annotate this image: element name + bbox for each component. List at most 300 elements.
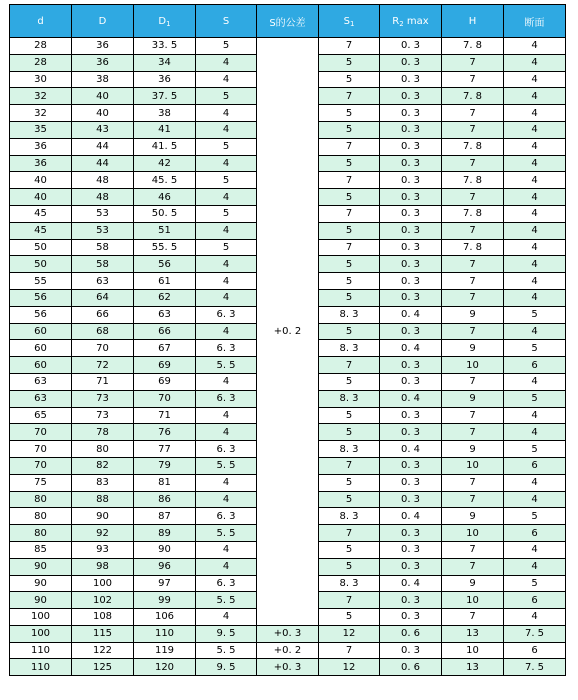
cell-D: 48: [72, 189, 134, 206]
cell-section: 4: [504, 491, 566, 508]
cell-D: 73: [72, 407, 134, 424]
cell-section: 7. 5: [504, 659, 566, 676]
cell-H: 10: [442, 457, 504, 474]
cell-R2-max: 0. 3: [380, 205, 442, 222]
header-label: H: [468, 15, 477, 27]
header-section: [504, 5, 566, 38]
cell-R2-max: 0. 3: [380, 642, 442, 659]
cell-H: 9: [442, 575, 504, 592]
cell-H: 7: [442, 373, 504, 390]
cell-S: 4: [196, 155, 257, 172]
cell-R2-max: 0. 3: [380, 71, 442, 88]
cell-d: 32: [10, 105, 72, 122]
cell-S: 4: [196, 323, 257, 340]
cell-d: 100: [10, 625, 72, 642]
cell-D1: 120: [134, 659, 196, 676]
cell-D1: 45. 5: [134, 172, 196, 189]
cell-section: 6: [504, 525, 566, 542]
cell-S: 4: [196, 474, 257, 491]
cell-section: 4: [504, 54, 566, 71]
cell-section: 4: [504, 105, 566, 122]
cell-section: 4: [504, 172, 566, 189]
cell-d: 75: [10, 474, 72, 491]
cell-section: 5: [504, 390, 566, 407]
cell-S1: 7: [319, 357, 380, 374]
cell-S1: 7: [319, 457, 380, 474]
cell-S: 5. 5: [196, 592, 257, 609]
cell-D: 44: [72, 138, 134, 155]
cell-D1: 81: [134, 474, 196, 491]
cell-section: 4: [504, 289, 566, 306]
cell-section: 5: [504, 508, 566, 525]
cell-d: 35: [10, 121, 72, 138]
cell-H: 9: [442, 306, 504, 323]
cell-R2-max: 0. 4: [380, 575, 442, 592]
cell-D1: 70: [134, 390, 196, 407]
header-subscript: 1: [349, 19, 355, 28]
cell-D: 83: [72, 474, 134, 491]
cell-R2-max: 0. 3: [380, 357, 442, 374]
cell-D: 58: [72, 256, 134, 273]
cell-section: 4: [504, 205, 566, 222]
cell-S: 4: [196, 256, 257, 273]
cell-D: 48: [72, 172, 134, 189]
cell-R2-max: 0. 3: [380, 105, 442, 122]
cell-R2-max: 0. 3: [380, 189, 442, 206]
cell-section: 4: [504, 138, 566, 155]
cell-R2-max: 0. 3: [380, 323, 442, 340]
cell-D1: 34: [134, 54, 196, 71]
cell-H: 7: [442, 222, 504, 239]
cell-H: 9: [442, 340, 504, 357]
cell-R2-max: 0. 3: [380, 138, 442, 155]
cell-section: 7. 5: [504, 625, 566, 642]
cell-D: 102: [72, 592, 134, 609]
cell-H: 7. 8: [442, 205, 504, 222]
cell-S1: 8. 3: [319, 306, 380, 323]
cell-H: 13: [442, 625, 504, 642]
cell-S1: 5: [319, 424, 380, 441]
cell-D: 53: [72, 222, 134, 239]
cell-S: 4: [196, 491, 257, 508]
header-S-tolerance: [257, 5, 319, 38]
cell-R2-max: 0. 3: [380, 38, 442, 55]
cell-D1: 71: [134, 407, 196, 424]
cell-S: 5: [196, 172, 257, 189]
cell-H: 7. 8: [442, 88, 504, 105]
cell-D1: 41. 5: [134, 138, 196, 155]
cell-D: 115: [72, 625, 134, 642]
cell-D: 125: [72, 659, 134, 676]
cell-D: 43: [72, 121, 134, 138]
cell-H: 7: [442, 609, 504, 626]
cell-section: 4: [504, 424, 566, 441]
cell-D: 72: [72, 357, 134, 374]
cell-H: 7: [442, 121, 504, 138]
cell-S: 9. 5: [196, 659, 257, 676]
header-label: S: [222, 15, 230, 27]
cell-H: 7: [442, 424, 504, 441]
cell-S: 4: [196, 189, 257, 206]
cell-R2-max: 0. 3: [380, 424, 442, 441]
cell-D: 108: [72, 609, 134, 626]
cell-S1: 5: [319, 189, 380, 206]
cell-R2-max: 0. 3: [380, 592, 442, 609]
cell-D: 73: [72, 390, 134, 407]
cell-D1: 37. 5: [134, 88, 196, 105]
cell-d: 90: [10, 575, 72, 592]
cell-section: 5: [504, 306, 566, 323]
cell-section: 5: [504, 575, 566, 592]
cell-D1: 61: [134, 273, 196, 290]
cell-S1: 7: [319, 642, 380, 659]
cell-D1: 106: [134, 609, 196, 626]
table-header: [10, 5, 566, 38]
cell-S1: 7: [319, 172, 380, 189]
cell-d: 80: [10, 508, 72, 525]
cell-R2-max: 0. 3: [380, 373, 442, 390]
cell-S: 6. 3: [196, 306, 257, 323]
cell-D: 88: [72, 491, 134, 508]
cell-S: 5. 5: [196, 457, 257, 474]
header-S1: [319, 5, 380, 38]
cell-D: 40: [72, 105, 134, 122]
cell-S: 6. 3: [196, 508, 257, 525]
cell-R2-max: 0. 3: [380, 222, 442, 239]
cell-D: 100: [72, 575, 134, 592]
header-H: [442, 5, 504, 38]
cell-D1: 41: [134, 121, 196, 138]
cell-section: 5: [504, 340, 566, 357]
cell-d: 80: [10, 491, 72, 508]
cell-S: 6. 3: [196, 390, 257, 407]
cell-D: 68: [72, 323, 134, 340]
cell-D1: 63: [134, 306, 196, 323]
cell-section: 4: [504, 71, 566, 88]
cell-R2-max: 0. 3: [380, 609, 442, 626]
cell-d: 45: [10, 222, 72, 239]
cell-S1: 5: [319, 609, 380, 626]
cell-H: 7: [442, 474, 504, 491]
cell-S1: 7: [319, 138, 380, 155]
cell-section: 4: [504, 273, 566, 290]
cell-R2-max: 0. 3: [380, 474, 442, 491]
cell-S-tolerance: +0. 3: [257, 659, 319, 676]
cell-H: 13: [442, 659, 504, 676]
header-label: D: [158, 15, 167, 27]
cell-d: 50: [10, 256, 72, 273]
cell-section: 5: [504, 441, 566, 458]
cell-D: 92: [72, 525, 134, 542]
cell-d: 56: [10, 306, 72, 323]
cell-S1: 5: [319, 373, 380, 390]
header-subscript: 2: [399, 19, 404, 28]
cell-H: 7: [442, 289, 504, 306]
cell-S1: 7: [319, 592, 380, 609]
cell-S: 4: [196, 609, 257, 626]
cell-R2-max: 0. 4: [380, 390, 442, 407]
cell-D1: 96: [134, 558, 196, 575]
cell-D: 98: [72, 558, 134, 575]
cell-section: 4: [504, 155, 566, 172]
cell-D1: 50. 5: [134, 205, 196, 222]
cell-R2-max: 0. 4: [380, 508, 442, 525]
cell-H: 10: [442, 592, 504, 609]
cell-d: 63: [10, 390, 72, 407]
cell-section: 4: [504, 121, 566, 138]
cell-S1: 5: [319, 273, 380, 290]
cell-section: 6: [504, 642, 566, 659]
cell-R2-max: 0. 3: [380, 155, 442, 172]
header-R2-max: [380, 5, 442, 38]
header-label: S的公差: [269, 17, 306, 29]
cell-D1: 77: [134, 441, 196, 458]
cell-d: 28: [10, 38, 72, 55]
table-row: [10, 625, 566, 642]
cell-D1: 110: [134, 625, 196, 642]
cell-H: 7: [442, 105, 504, 122]
cell-S: 4: [196, 121, 257, 138]
cell-S: 4: [196, 54, 257, 71]
cell-section: 4: [504, 38, 566, 55]
cell-S: 4: [196, 289, 257, 306]
cell-R2-max: 0. 3: [380, 121, 442, 138]
cell-D: 93: [72, 541, 134, 558]
header-subscript: 1: [166, 19, 171, 28]
cell-S1: 5: [319, 155, 380, 172]
cell-d: 36: [10, 138, 72, 155]
cell-section: 4: [504, 373, 566, 390]
cell-H: 9: [442, 441, 504, 458]
cell-H: 7: [442, 491, 504, 508]
cell-D1: 79: [134, 457, 196, 474]
cell-S: 4: [196, 105, 257, 122]
cell-R2-max: 0. 6: [380, 659, 442, 676]
cell-d: 63: [10, 373, 72, 390]
cell-H: 7: [442, 323, 504, 340]
cell-R2-max: 0. 3: [380, 457, 442, 474]
cell-D1: 38: [134, 105, 196, 122]
cell-D1: 66: [134, 323, 196, 340]
cell-S1: 5: [319, 121, 380, 138]
cell-D1: 69: [134, 373, 196, 390]
cell-D: 44: [72, 155, 134, 172]
cell-R2-max: 0. 4: [380, 340, 442, 357]
cell-R2-max: 0. 3: [380, 558, 442, 575]
cell-S1: 5: [319, 54, 380, 71]
cell-S1: 7: [319, 88, 380, 105]
cell-d: 65: [10, 407, 72, 424]
cell-d: 100: [10, 609, 72, 626]
header-label: S: [343, 15, 350, 27]
cell-S1: 8. 3: [319, 441, 380, 458]
cell-S-tolerance-merged: +0. 2: [257, 38, 319, 626]
cell-D1: 67: [134, 340, 196, 357]
cell-R2-max: 0. 3: [380, 273, 442, 290]
header-label: 断面: [524, 17, 545, 29]
cell-R2-max: 0. 3: [380, 239, 442, 256]
cell-R2-max: 0. 3: [380, 172, 442, 189]
cell-S1: 5: [319, 256, 380, 273]
cell-d: 32: [10, 88, 72, 105]
cell-S1: 5: [319, 558, 380, 575]
cell-R2-max: 0. 3: [380, 256, 442, 273]
cell-d: 45: [10, 205, 72, 222]
cell-d: 110: [10, 642, 72, 659]
header-D1: [134, 5, 196, 38]
cell-d: 90: [10, 592, 72, 609]
cell-S1: 8. 3: [319, 340, 380, 357]
cell-S: 5: [196, 38, 257, 55]
cell-S: 4: [196, 373, 257, 390]
cell-H: 10: [442, 642, 504, 659]
cell-H: 7: [442, 256, 504, 273]
header-d: [10, 5, 72, 38]
cell-D1: 42: [134, 155, 196, 172]
header-suffix: max: [403, 15, 429, 27]
cell-D1: 76: [134, 424, 196, 441]
cell-D1: 33. 5: [134, 38, 196, 55]
cell-R2-max: 0. 3: [380, 407, 442, 424]
cell-H: 7: [442, 71, 504, 88]
cell-d: 70: [10, 441, 72, 458]
cell-S1: 5: [319, 289, 380, 306]
cell-S: 6. 3: [196, 441, 257, 458]
cell-H: 7: [442, 558, 504, 575]
header-D: [72, 5, 134, 38]
cell-D: 53: [72, 205, 134, 222]
cell-S1: 5: [319, 491, 380, 508]
cell-section: 4: [504, 88, 566, 105]
cell-D: 78: [72, 424, 134, 441]
cell-d: 90: [10, 558, 72, 575]
cell-D1: 46: [134, 189, 196, 206]
cell-D: 58: [72, 239, 134, 256]
cell-R2-max: 0. 6: [380, 625, 442, 642]
cell-H: 7: [442, 189, 504, 206]
cell-S1: 7: [319, 239, 380, 256]
cell-section: 4: [504, 239, 566, 256]
cell-section: 6: [504, 357, 566, 374]
cell-D: 71: [72, 373, 134, 390]
cell-D: 82: [72, 457, 134, 474]
cell-D1: 36: [134, 71, 196, 88]
cell-D1: 89: [134, 525, 196, 542]
cell-S: 4: [196, 273, 257, 290]
cell-H: 7: [442, 273, 504, 290]
cell-D: 70: [72, 340, 134, 357]
cell-H: 7. 8: [442, 38, 504, 55]
cell-section: 4: [504, 189, 566, 206]
cell-S: 6. 3: [196, 340, 257, 357]
cell-S1: 12: [319, 625, 380, 642]
cell-S1: 5: [319, 541, 380, 558]
cell-section: 6: [504, 592, 566, 609]
cell-section: 4: [504, 407, 566, 424]
cell-R2-max: 0. 4: [380, 306, 442, 323]
cell-S: 5: [196, 88, 257, 105]
cell-H: 7: [442, 155, 504, 172]
cell-D1: 99: [134, 592, 196, 609]
cell-d: 56: [10, 289, 72, 306]
cell-S: 9. 5: [196, 625, 257, 642]
cell-R2-max: 0. 3: [380, 88, 442, 105]
cell-d: 60: [10, 340, 72, 357]
cell-H: 10: [442, 525, 504, 542]
cell-D1: 62: [134, 289, 196, 306]
cell-R2-max: 0. 3: [380, 54, 442, 71]
cell-D1: 87: [134, 508, 196, 525]
cell-d: 70: [10, 457, 72, 474]
cell-d: 30: [10, 71, 72, 88]
header-label: d: [37, 15, 44, 27]
cell-R2-max: 0. 4: [380, 441, 442, 458]
cell-section: 4: [504, 609, 566, 626]
cell-d: 55: [10, 273, 72, 290]
cell-R2-max: 0. 3: [380, 525, 442, 542]
cell-S1: 7: [319, 38, 380, 55]
cell-S1: 7: [319, 525, 380, 542]
cell-section: 4: [504, 558, 566, 575]
cell-S: 4: [196, 424, 257, 441]
cell-D: 36: [72, 54, 134, 71]
cell-D1: 55. 5: [134, 239, 196, 256]
cell-D1: 51: [134, 222, 196, 239]
cell-D1: 119: [134, 642, 196, 659]
cell-R2-max: 0. 3: [380, 541, 442, 558]
table-row: [10, 642, 566, 659]
cell-d: 80: [10, 525, 72, 542]
cell-section: 4: [504, 256, 566, 273]
cell-S: 4: [196, 558, 257, 575]
spec-table: [9, 4, 566, 676]
table-body: [10, 38, 566, 676]
cell-D: 63: [72, 273, 134, 290]
cell-d: 50: [10, 239, 72, 256]
cell-S: 5. 5: [196, 357, 257, 374]
table-row: [10, 659, 566, 676]
header-label: R: [392, 15, 400, 27]
cell-D: 122: [72, 642, 134, 659]
cell-D1: 69: [134, 357, 196, 374]
cell-d: 60: [10, 323, 72, 340]
cell-section: 4: [504, 222, 566, 239]
cell-S: 4: [196, 541, 257, 558]
cell-S: 5: [196, 138, 257, 155]
cell-H: 9: [442, 508, 504, 525]
cell-section: 4: [504, 323, 566, 340]
cell-S1: 5: [319, 71, 380, 88]
header-row: [10, 5, 566, 38]
header-S: [196, 5, 257, 38]
cell-D: 40: [72, 88, 134, 105]
cell-S1: 5: [319, 222, 380, 239]
cell-S1: 5: [319, 474, 380, 491]
cell-d: 70: [10, 424, 72, 441]
cell-D: 80: [72, 441, 134, 458]
cell-H: 7. 8: [442, 239, 504, 256]
cell-S: 6. 3: [196, 575, 257, 592]
cell-section: 4: [504, 541, 566, 558]
cell-S1: 8. 3: [319, 390, 380, 407]
cell-H: 7: [442, 54, 504, 71]
cell-H: 9: [442, 390, 504, 407]
cell-d: 40: [10, 172, 72, 189]
cell-section: 6: [504, 457, 566, 474]
cell-S1: 8. 3: [319, 575, 380, 592]
cell-d: 60: [10, 357, 72, 374]
cell-D1: 90: [134, 541, 196, 558]
